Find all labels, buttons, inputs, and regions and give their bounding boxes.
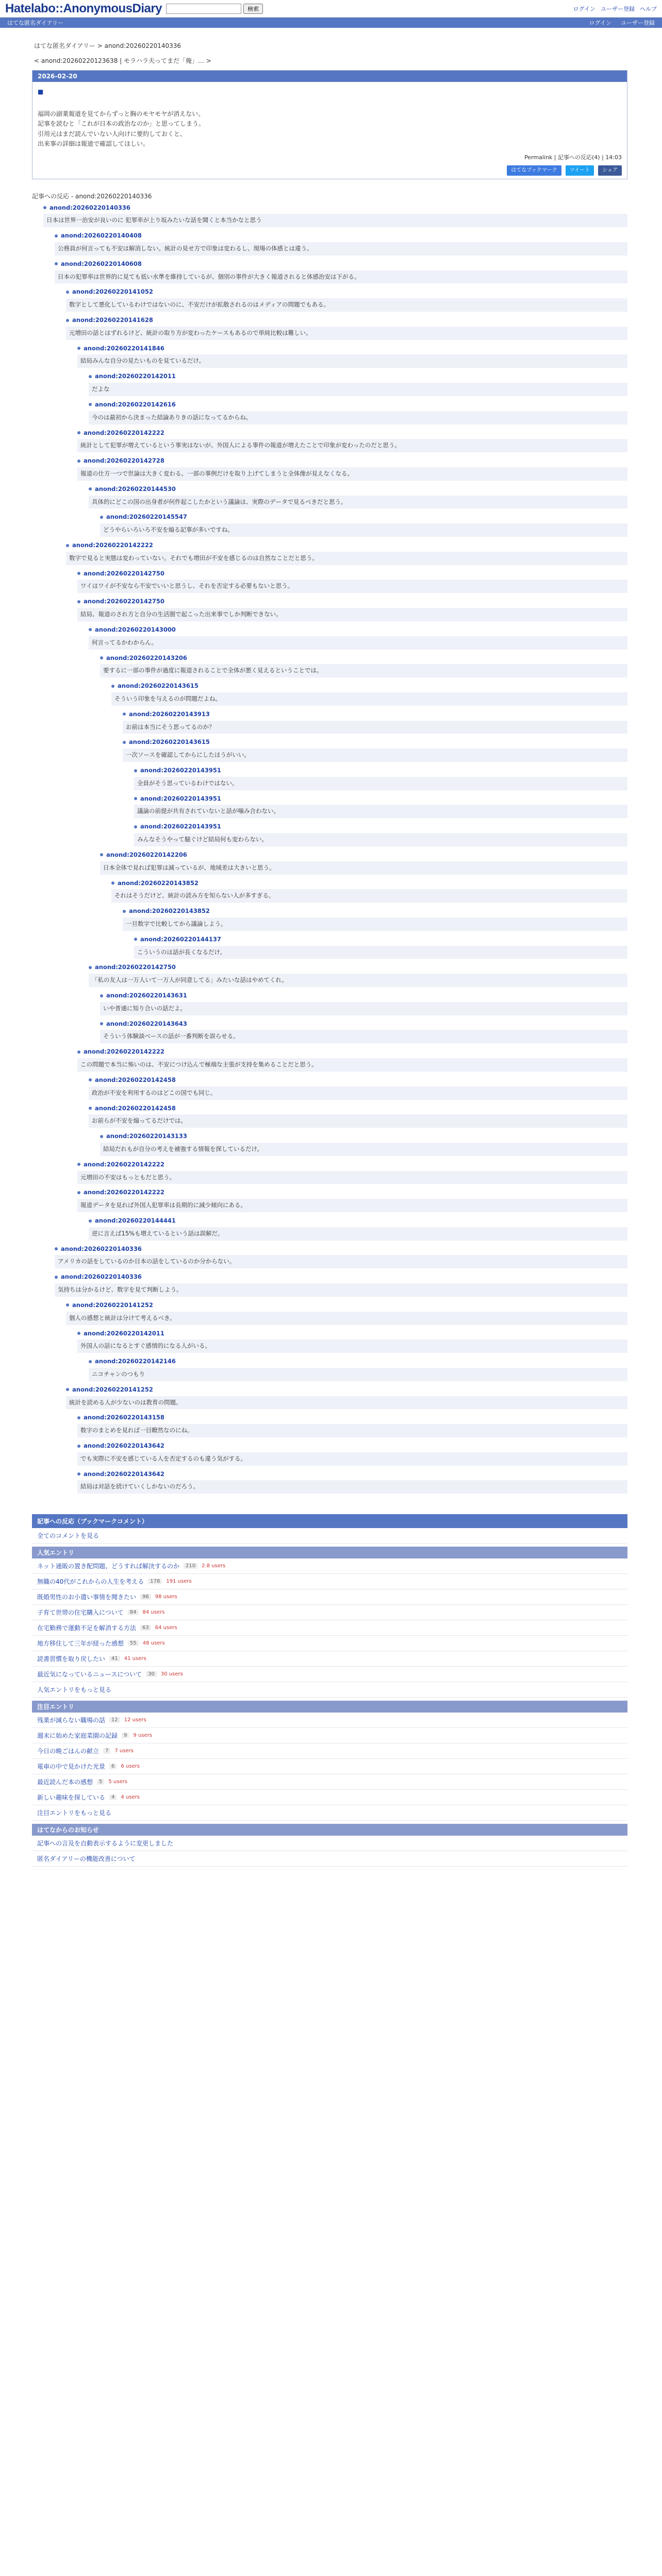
site-header [0,0,662,18]
response-item [100,1020,627,1044]
response-item [77,429,627,453]
bullet-icon [55,262,58,265]
nav-login-link[interactable]: ログイン [589,20,611,26]
response-item [123,907,627,931]
response-body: 元増田の話とはずれるけど、統計の取り方が変わったケースもあるので単純比較は難しい。 [66,327,627,340]
hatena-bookmark-button[interactable]: はてなブックマーク [507,165,561,176]
response-item [77,1160,627,1184]
bullet-icon [77,347,80,350]
bookmark-heading: 記事への反応（ブックマークコメント） [32,1514,627,1528]
bullet-icon [111,685,114,688]
nav-home-link[interactable]: はてな匿名ダイアリー [7,20,64,26]
response-body: 議論の前提が共有されていないと話が噛み合わない。 [134,805,627,818]
bullet-icon [89,375,92,378]
response-item [134,935,627,959]
response-author-link[interactable]: anond:20260220143643 [106,1020,187,1027]
response-body: ワイはワイが不安なら不安でいいと思うし、それを否定する必要もないと思う。 [77,580,627,593]
response-body: ニコチャンのつもり [89,1368,627,1381]
response-item [77,569,627,594]
response-body: 一旦数字で比較してから議論しよう。 [123,918,627,931]
more-attention-link[interactable] [32,1805,627,1821]
response-author-link[interactable]: anond:20260220142750 [84,598,164,605]
notice-item[interactable] [32,1836,627,1851]
response-body: 数字のまとめを見れば一目瞭然なのにね。 [77,1424,627,1437]
users-badge[interactable]: 191 users [166,1579,192,1585]
response-item [100,513,627,537]
response-body: いや普通に知り合いの話だよ。 [100,1002,627,1015]
response-author-link[interactable]: anond:20260220143951 [140,767,221,774]
breadcrumb[interactable]: はてな匿名ダイアリー > anond:20260220140336 [34,42,181,49]
response-item [100,654,627,678]
response-author-link[interactable]: anond:20260220142146 [95,1358,176,1365]
bullet-icon [89,487,92,490]
bullet-icon [123,713,126,716]
users-badge[interactable]: 84 users [142,1609,165,1616]
bullet-icon [100,1022,103,1025]
response-author-link[interactable]: anond:20260220142616 [95,400,176,408]
response-body: 公務員が何言っても不安は解消しない。統計の見せ方で印象は変わるし、現場の体感とは違う。 [55,242,627,256]
response-item [66,1301,627,1325]
bookmark-title[interactable]: ネット通販の置き配問題、どうすれば解決するのか [37,1563,180,1570]
response-body: 報道の仕方一つで世論は大きく変わる。一部の事例だけを取り上げてしまうと全体像が見えなくなる。 [77,467,627,481]
response-author-link[interactable]: anond:20260220140608 [61,260,142,267]
response-author-link[interactable]: anond:20260220141252 [72,1301,153,1309]
bookmark-entry[interactable] [32,1589,627,1605]
bullet-icon [111,882,114,885]
site-logo[interactable]: Hatelabo::AnonymousDiary [5,1,162,15]
response-item [134,794,627,819]
response-body: 日本の犯罪率は世界的に見ても低い水準を維持しているが、個別の事件が大きく報道されると体感治安は下がる。 [55,270,627,284]
response-body: 外国人の話になるとすぐ感情的になる人がいる。 [77,1340,627,1353]
response-item [77,1047,627,1072]
response-item [123,710,627,734]
response-body: みんなそうやって騒ぐけど結局何も変わらない。 [134,833,627,846]
users-badge[interactable]: 5 users [108,1779,127,1785]
share-bar [38,165,622,176]
response-author-link[interactable]: anond:20260220142458 [95,1104,176,1112]
response-item [77,1329,627,1353]
response-author-link[interactable]: anond:20260220144441 [95,1217,176,1225]
response-author-link[interactable]: anond:20260220142750 [95,963,176,971]
response-item [77,597,627,621]
bullet-icon [77,1472,80,1476]
response-body: だよな [89,383,627,396]
response-body: お前は本当にそう思ってるのか？ [123,721,627,734]
popular-list [32,1558,627,1682]
bookmark-count: 30 [146,1671,157,1677]
bookmark-title[interactable]: 電車の中で見かけた光景 [37,1763,106,1771]
response-item [134,822,627,846]
response-body: 元増田の不安はもっともだと思う。 [77,1171,627,1184]
bookmark-entry[interactable] [32,1558,627,1574]
bookmark-title[interactable]: 残業が減らない職場の話 [37,1717,106,1724]
response-author-link[interactable]: anond:20260220142222 [72,541,153,549]
response-body: この問題で本当に怖いのは、不安につけ込んで極端な主張が支持を集めることだと思う。 [77,1058,627,1072]
response-body: 数字で見ると実態は変わっていない。それでも増田が不安を感じるのは自然なことだと思う。 [66,552,627,565]
response-author-link[interactable]: anond:20260220141628 [72,316,153,324]
response-author-link[interactable]: anond:20260220142222 [84,1048,164,1056]
bullet-icon [55,1247,58,1250]
response-body: でも実際に不安を感じている人を否定するのも違う気がする。 [77,1452,627,1466]
response-body: 結局みんな自分の見たいものを見ているだけ。 [77,354,627,368]
response-author-link[interactable]: anond:20260220143000 [95,625,176,633]
bullet-icon [77,572,80,575]
response-author-link[interactable]: anond:20260220143642 [84,1442,164,1450]
response-body: 統計として犯罪が増えているという事実はないが、外国人による事件の報道が増えたことで印象が変わったのだと思う。 [77,439,627,452]
response-body: 全員がそう思っているわけではない。 [134,777,627,790]
header-links [573,5,657,13]
responses-heading: 記事への反応 - anond:20260220140336 [32,192,152,200]
response-author-link[interactable]: anond:20260220143615 [118,682,198,690]
more-popular-link[interactable] [32,1682,627,1698]
popular-heading: 人気エントリ [32,1547,627,1558]
bookmark-entry[interactable] [32,1743,627,1759]
bullet-icon [89,966,92,969]
bullet-icon [89,1219,92,1223]
all-comments-text[interactable]: 全てのコメントを見る [37,1532,100,1540]
notice-text[interactable]: 匿名ダイアリーの機能改善について [37,1855,136,1863]
response-item [134,766,627,790]
response-author-link[interactable]: anond:20260220143206 [106,654,187,662]
response-body: アメリカの話をしているのか日本の話をしているのか分からない。 [55,1255,627,1268]
response-item [66,287,627,312]
response-item [89,1357,627,1381]
header-link-register[interactable]: ユーザー登録 [601,5,635,12]
bookmark-count: 178 [148,1579,162,1584]
bullet-icon [77,1163,80,1166]
bookmark-title[interactable]: 在宅勤務で運動不足を解消する方法 [37,1624,137,1632]
bullet-icon [89,1078,92,1081]
users-badge[interactable]: 2.8 users [202,1563,226,1569]
response-body: 「私の友人は一万人いて一万人が同意してる」みたいな話はやめてくれ。 [89,974,627,987]
response-body: 個人の感想と統計は分けて考えるべき。 [66,1312,627,1325]
response-item [77,1442,627,1466]
bullet-icon [89,403,92,406]
users-badge[interactable]: 64 users [155,1625,177,1631]
bullet-icon [100,994,103,997]
response-body: 報道データを見れば外国人犯罪率は長期的に減少傾向にある。 [77,1199,627,1212]
bookmark-title[interactable]: 今日の晩ごはんの献立 [37,1748,100,1755]
bullet-icon [134,769,137,772]
bullet-icon [100,1135,103,1138]
response-body: こういうのは話が長くなるだけ。 [134,946,627,959]
response-author-link[interactable]: anond:20260220142728 [84,457,164,465]
bookmark-count: 4 [109,1794,117,1800]
bookmark-entry[interactable] [32,1605,627,1620]
more-attention-text[interactable]: 注目エントリをもっと見る [37,1809,112,1817]
entry-pager[interactable]: < anond:20260220123638 | モラハラ夫ってまだ「俺」… > [34,57,211,64]
notice-heading: はてなからのお知らせ [32,1824,627,1836]
bullet-icon [100,656,103,659]
bookmark-entry[interactable] [32,1636,627,1651]
bookmark-entry[interactable] [32,1651,627,1667]
response-author-link[interactable]: anond:20260220144530 [95,485,176,493]
response-item [89,1076,627,1100]
bookmark-entry[interactable] [32,1620,627,1636]
bullet-icon [55,234,58,238]
response-author-link[interactable]: anond:20260220145547 [106,513,187,521]
response-item [55,1273,627,1297]
users-badge[interactable]: 48 users [142,1640,165,1647]
response-author-link[interactable]: anond:20260220142011 [95,372,176,380]
response-author-link[interactable]: anond:20260220143631 [106,992,187,999]
response-author-link[interactable]: anond:20260220140336 [61,1245,142,1252]
all-comments-link[interactable] [32,1528,627,1544]
attention-list [32,1713,627,1805]
response-author-link[interactable]: anond:20260220142222 [84,429,164,436]
attention-heading: 注目エントリ [32,1701,627,1713]
entry-title-link[interactable]: ■ [38,88,44,95]
response-body: 結局は対話を続けていくしかないのだろう。 [77,1480,627,1494]
bullet-icon [66,291,69,294]
bookmark-entry[interactable] [32,1713,627,1728]
response-item [111,682,627,706]
response-body: どうやらいろいろ不安を煽る記事が多いですね。 [100,523,627,537]
response-body: 統計を読める人が少ないのは教育の問題。 [66,1396,627,1410]
response-body: 具体的にどこの国の出身者が何件起こしたかという議論は、実際のデータで見るべきだと思う。 [89,496,627,509]
bullet-icon [66,1303,69,1307]
bullet-icon [134,825,137,828]
response-item [100,851,627,875]
response-item [89,485,627,509]
bullet-icon [134,938,137,941]
entry-paragraph: 記事を読むと「これが日本の政治なのか」と思ってしまう。 [38,120,205,128]
response-author-link[interactable]: anond:20260220142750 [84,569,164,577]
share-button[interactable]: シェア [598,165,622,176]
users-badge[interactable]: 7 users [114,1748,134,1754]
bullet-icon [123,741,126,744]
response-author-link[interactable]: anond:20260220143615 [129,738,210,746]
bullet-icon [89,628,92,631]
bullet-icon [66,1388,69,1391]
bookmark-entry[interactable] [32,1574,627,1589]
bookmark-count: 96 [140,1594,151,1600]
bookmark-title[interactable]: 地方移住して三年が経った感想 [37,1640,124,1648]
response-item [55,260,627,284]
bullet-icon [89,1360,92,1363]
response-author-link[interactable]: anond:20260220140336 [61,1273,142,1281]
users-badge[interactable]: 98 users [155,1594,177,1600]
response-author-link[interactable]: anond:20260220142011 [84,1329,164,1337]
notice-item[interactable] [32,1851,627,1867]
search-input[interactable] [166,4,241,14]
nav-bar [0,18,662,28]
response-item [111,879,627,903]
bookmark-count: 6 [109,1764,117,1769]
response-item [89,400,627,425]
response-item [77,1413,627,1437]
bookmark-count: 55 [128,1640,139,1646]
response-author-link[interactable]: anond:20260220141846 [84,344,164,352]
bookmark-title[interactable]: 新しい趣味を探している [37,1794,106,1802]
bookmark-entry[interactable] [32,1790,627,1805]
bullet-icon [134,797,137,800]
entry-paragraph: 福岡の副業報道を見てからずっと胸のモヤモヤが消えない。 [38,110,205,118]
bullet-icon [123,910,126,913]
nav-register-link[interactable]: ユーザー登録 [621,20,655,26]
response-body: 日本全体で見れば犯罪は減っているが、地域差は大きいと思う。 [100,861,627,875]
bullet-icon [77,1416,80,1419]
bookmark-count: 9 [122,1733,129,1738]
bookmark-count: 41 [109,1656,120,1662]
users-badge[interactable]: 4 users [121,1794,140,1801]
response-item [43,204,627,228]
response-item [100,991,627,1015]
response-item [77,1188,627,1212]
header-link-help[interactable]: ヘルプ [640,5,657,12]
response-item [100,1132,627,1156]
response-body: 数字として悪化しているわけではないのに、不安だけが拡散されるのはメディアの問題でもある。 [66,298,627,312]
response-item [77,1470,627,1494]
bookmark-count: 7 [103,1748,110,1754]
response-item [123,738,627,762]
response-body: 要するに一部の事件が過度に報道されることで全体が悪く見えるということでは。 [100,664,627,677]
response-item [66,1385,627,1410]
response-item [66,316,627,340]
response-body: 政治が不安を利用するのはどこの国でも同じ。 [89,1087,627,1100]
bookmark-section [32,1514,627,1867]
bookmark-count: 84 [128,1609,139,1615]
users-badge[interactable]: 30 users [160,1671,183,1677]
response-item [89,1104,627,1128]
response-author-link[interactable]: anond:20260220142206 [106,851,187,858]
response-author-link[interactable]: anond:20260220140408 [61,232,142,240]
response-item [77,456,627,481]
bookmark-entry[interactable] [32,1774,627,1790]
response-item [55,1245,627,1269]
response-author-link[interactable]: anond:20260220143852 [118,879,198,887]
bullet-icon [77,1445,80,1448]
bullet-icon [66,319,69,322]
search-button[interactable]: 検索 [243,4,263,14]
response-author-link[interactable]: anond:20260220143951 [140,823,221,831]
response-author-link[interactable]: anond:20260220143642 [84,1470,164,1478]
response-thread [32,204,627,1494]
response-item [89,1216,627,1241]
bookmark-count: 63 [140,1625,151,1631]
response-body: 今のは最初から決まった結論ありきの話になってるからね。 [89,411,627,425]
notice-text[interactable]: 記事への言及を自動表示するように変更しました [37,1840,174,1848]
response-author-link[interactable]: anond:20260220141252 [72,1385,153,1393]
bullet-icon [89,1107,92,1110]
entry-date: 2026-02-20 [32,71,627,82]
bullet-icon [100,516,103,519]
response-body: 何言ってるかわからん。 [89,636,627,650]
bookmark-title[interactable]: 既婚男性のお小遣い事情を聞きたい [37,1594,137,1601]
response-body: 結局だれもが自分の考えを補強する情報を探しているだけ。 [100,1143,627,1156]
bookmark-title[interactable]: 子育て世帯の住宅購入について [37,1609,124,1617]
users-badge[interactable]: 9 users [133,1733,152,1739]
response-item [66,541,627,565]
tweet-button[interactable]: ツイート [566,165,594,176]
response-author-link[interactable]: anond:20260220140336 [49,204,130,211]
response-body: 一次ソースを確認してからにしたほうがいい。 [123,749,627,762]
bullet-icon [77,1050,80,1054]
bookmark-count: 12 [109,1717,120,1723]
response-author-link[interactable]: anond:20260220142222 [84,1189,164,1196]
bookmark-title[interactable]: 最近気になっているニュースについて [37,1671,142,1679]
users-badge[interactable]: 41 users [124,1656,146,1662]
bullet-icon [66,544,69,547]
users-badge[interactable]: 6 users [121,1764,140,1770]
response-item [89,372,627,396]
bookmark-count: 5 [97,1779,104,1785]
main-content [32,36,627,1867]
bookmark-title[interactable]: 無職の40代がこれからの人生を考える [37,1578,144,1586]
response-body: そういう体験談ベースの話が一番判断を誤らせる。 [100,1030,627,1043]
response-item [77,344,627,368]
response-author-link[interactable]: anond:20260220143133 [106,1132,187,1140]
header-link-login[interactable]: ログイン [573,5,595,12]
bullet-icon [55,1276,58,1279]
response-body: お前らが不安を煽ってるだけでは。 [89,1114,627,1128]
response-author-link[interactable]: anond:20260220144137 [140,935,221,943]
response-author-link[interactable]: anond:20260220143913 [129,710,210,718]
bullet-icon [77,460,80,463]
response-author-link[interactable]: anond:20260220143852 [129,907,210,915]
response-author-link[interactable]: anond:20260220141052 [72,288,153,296]
bookmark-title[interactable]: 週末に始めた家庭菜園の記録 [37,1732,118,1740]
bookmark-entry[interactable] [32,1667,627,1682]
response-body: 気持ちは分かるけど、数字を見て判断しよう。 [55,1283,627,1297]
bullet-icon [77,1191,80,1194]
entry-paragraph: 引用元はまだ読んでいない人向けに要約しておくと、 [38,130,187,138]
diary-entry [32,70,627,179]
bullet-icon [43,206,46,209]
response-body: 結局、報道のされ方と自分の生活圏で起こった出来事でしか判断できない。 [77,608,627,621]
bookmark-entry[interactable] [32,1759,627,1774]
bullet-icon [100,853,103,856]
response-body: 日本は世界一治安が良いのに 犯罪率が上り坂みたいな話を聞くと本当かなと思う [43,214,627,227]
bookmark-title[interactable]: 読書習慣を取り戻したい [37,1655,106,1663]
more-popular-text[interactable]: 人気エントリをもっと見る [37,1686,112,1694]
bookmark-entry[interactable] [32,1728,627,1743]
response-body: それはそうだけど、統計の読み方を知らない人が多すぎる。 [111,889,627,903]
bookmark-count: 210 [184,1563,197,1569]
search-form [166,4,263,14]
response-author-link[interactable]: anond:20260220142458 [95,1076,176,1083]
response-author-link[interactable]: anond:20260220143158 [84,1414,164,1421]
response-item [89,625,627,650]
response-body: 逆に言えば15%も増えているという話は誤解だ。 [89,1227,627,1241]
response-item [55,231,627,256]
response-item [89,963,627,987]
bullet-icon [77,600,80,603]
response-body: そういう印象を与えるのが問題だよね。 [111,692,627,706]
response-author-link[interactable]: anond:20260220142222 [84,1160,164,1168]
bullet-icon [77,1332,80,1335]
entry-permalink[interactable]: Permalink | 記事への反応(4) | 14:03 [524,154,622,161]
entry-paragraph: 出来事の詳細は報道で確認してほしい。 [38,140,150,147]
bookmark-title[interactable]: 最近読んだ本の感想 [37,1778,93,1786]
users-badge[interactable]: 12 users [124,1717,146,1723]
bullet-icon [77,431,80,434]
response-author-link[interactable]: anond:20260220143951 [140,794,221,802]
